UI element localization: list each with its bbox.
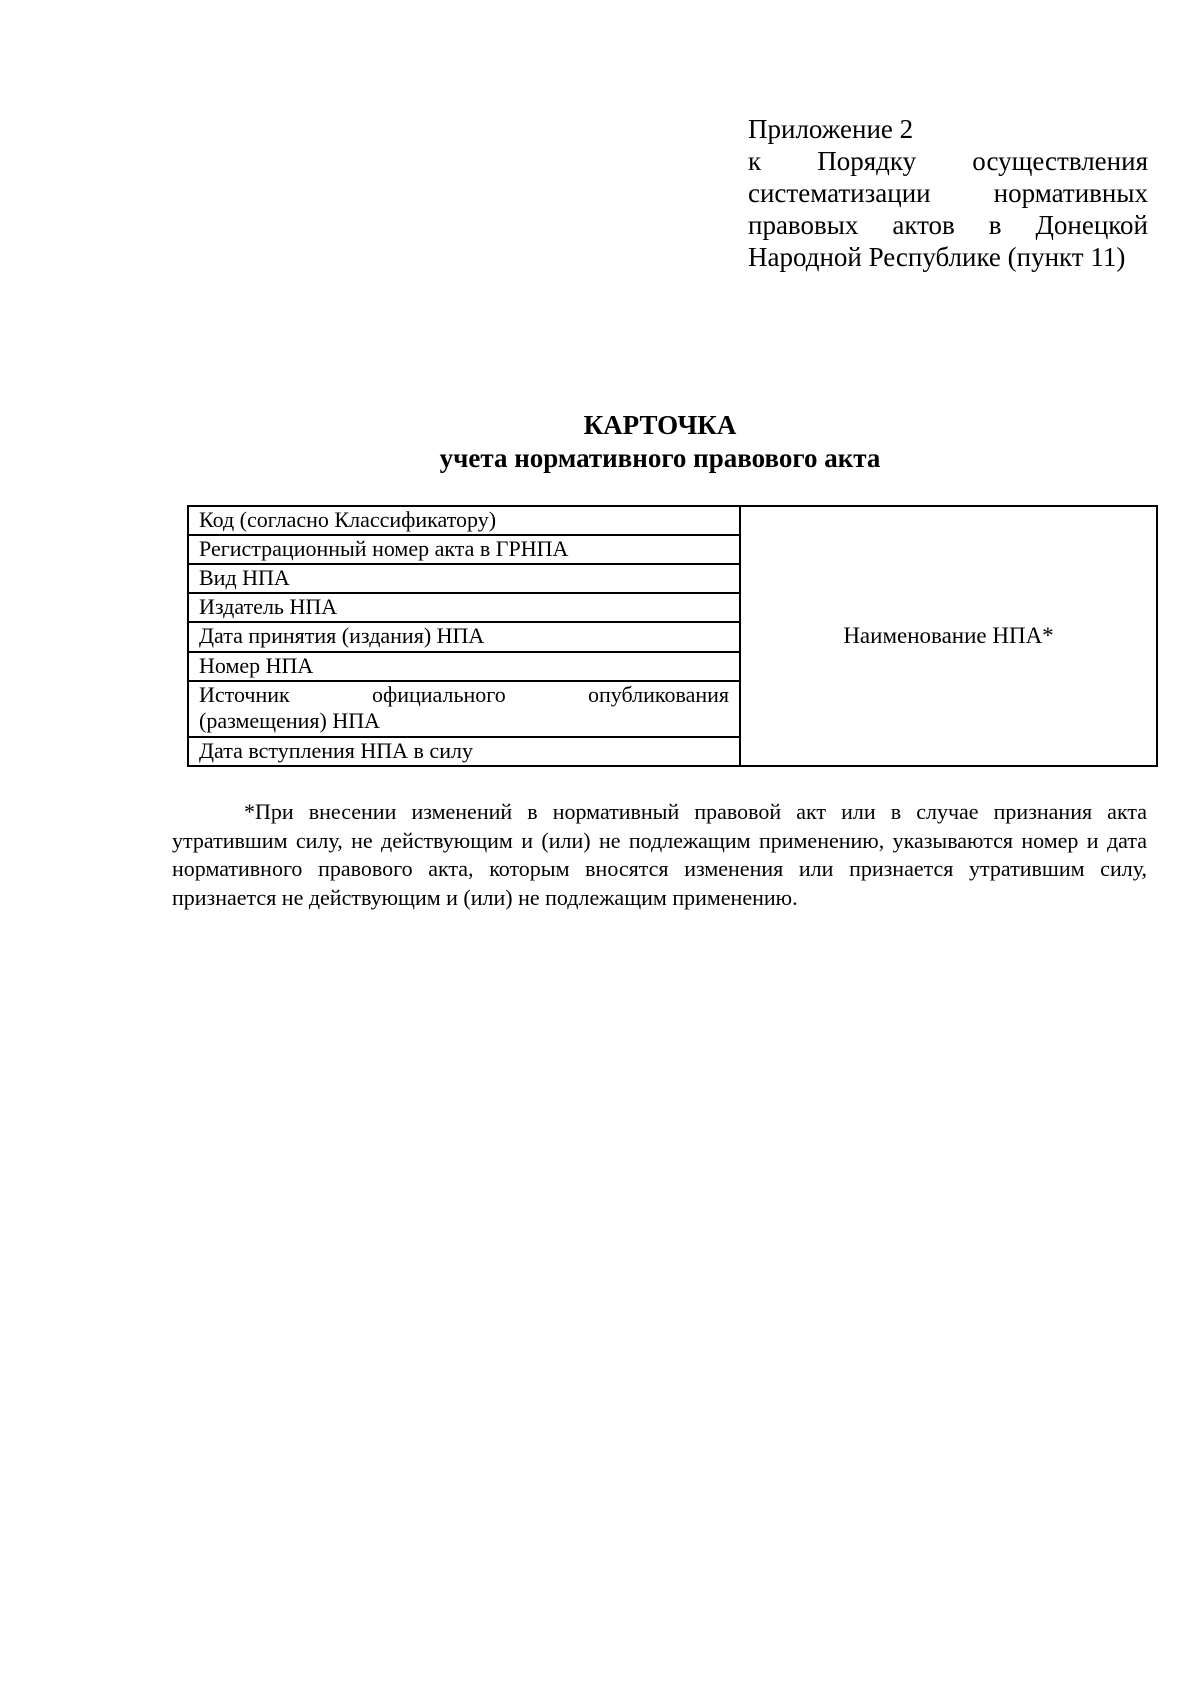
field-npa-type: Вид НПА <box>188 564 740 593</box>
field-code: Код (согласно Классификатору) <box>188 506 740 535</box>
table-row <box>188 506 1157 535</box>
field-npa-number: Номер НПА <box>188 652 740 681</box>
field-npa-name: Наименование НПА* <box>740 506 1157 766</box>
appendix-reference: к Порядку осуществления систематизации нормативных правовых актов в Донецкой Народной Республике (пункт 11) <box>748 146 1148 272</box>
card-subtitle: учета нормативного правового акта <box>439 443 881 473</box>
field-publication-source-line1: Источник официального опубликования <box>199 681 729 707</box>
field-publication-source-line2: (размещения) НПА <box>199 707 381 733</box>
field-publication-source <box>188 681 740 737</box>
appendix-header <box>748 113 1148 273</box>
field-publisher: Издатель НПА <box>188 593 740 622</box>
field-effective-date: Дата вступления НПА в силу <box>188 737 740 766</box>
field-adoption-date: Дата принятия (издания) НПА <box>188 622 740 651</box>
footnote: *При внесении изменений в нормативный правовой акт или в случае признания акта утратившим силу, не действующим и (или) не подлежащим применению, указываются номер и дата нормативного правового акта, которым вносятся изменения или признается утратившим силу, признается не действующим и (или) не подлежащим применению. <box>172 799 1147 910</box>
card-title: КАРТОЧКА <box>583 410 737 440</box>
registration-card-table <box>187 505 1158 767</box>
appendix-number: Приложение 2 <box>748 114 914 144</box>
field-registration-number: Регистрационный номер акта в ГРНПА <box>188 535 740 564</box>
